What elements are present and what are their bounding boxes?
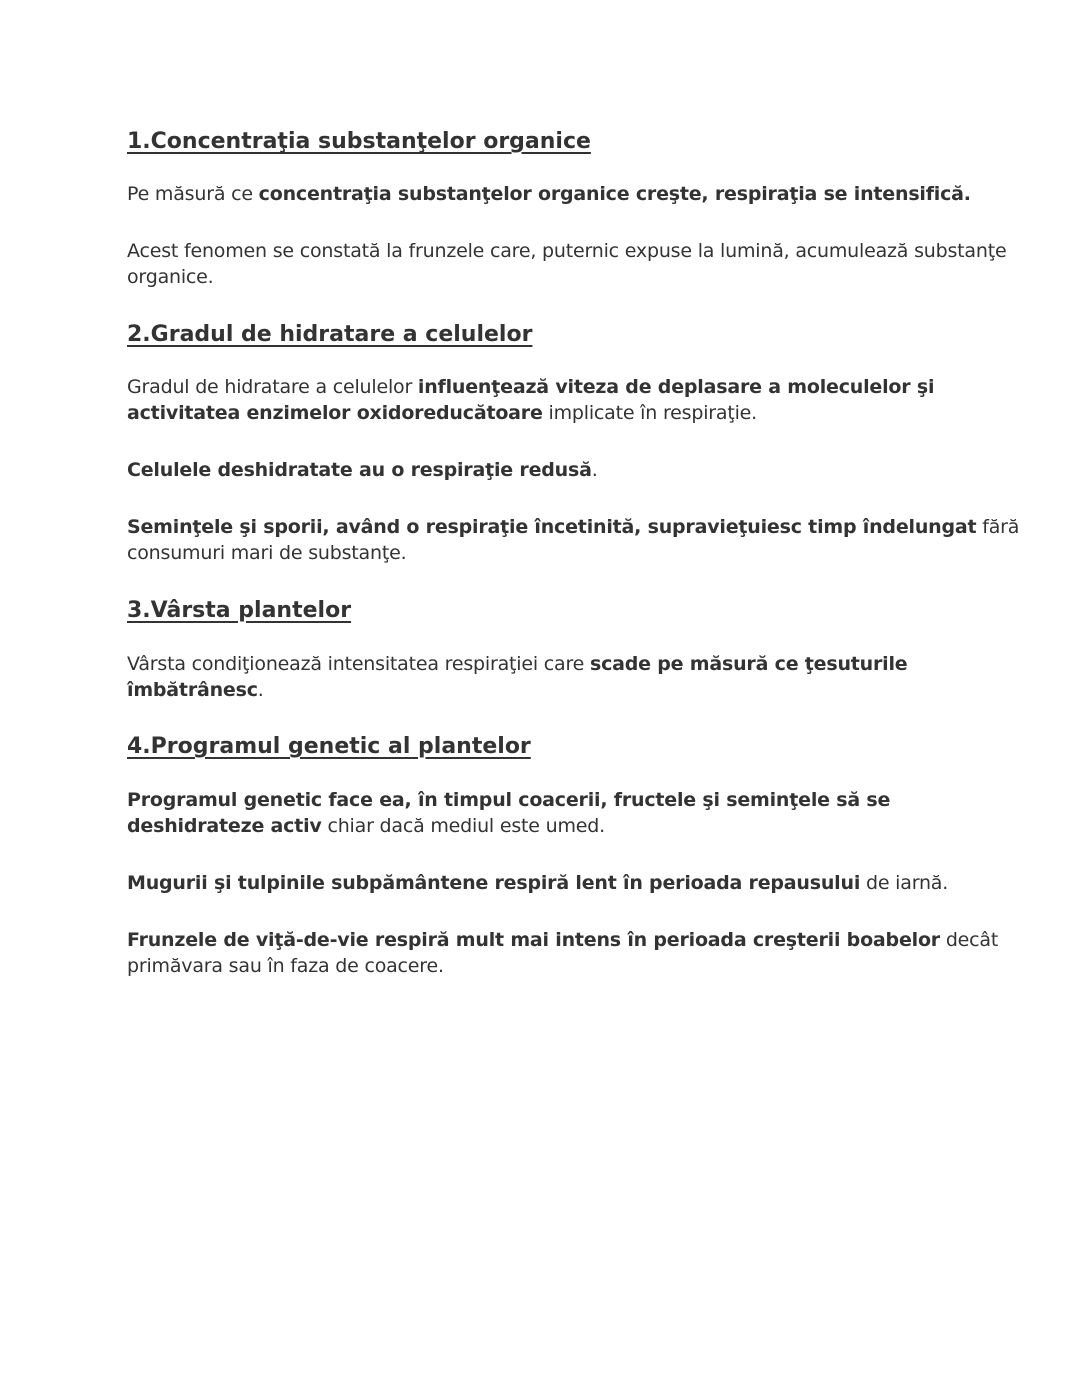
- bold-text-run: influenţează viteza de deplasare a moleculelor şi: [417, 376, 935, 398]
- paragraph: [127, 870, 948, 896]
- text-run: implicate în respiraţie.: [542, 402, 757, 424]
- section-heading: 1.Concentraţia substanţelor organice: [127, 129, 591, 154]
- bold-text-run: activitatea enzimelor oxidoreducătoare: [127, 402, 543, 424]
- text-run: Vârsta condiţionează intensitatea respiraţiei care: [127, 653, 590, 675]
- paragraph: [127, 457, 598, 483]
- text-run: chiar dacă mediul este umed.: [321, 815, 605, 837]
- paragraph: [127, 514, 1019, 566]
- bold-text-run: Mugurii şi tulpinile subpământene respiră lent în perioada repausului: [127, 872, 861, 894]
- section-heading: 4.Programul genetic al plantelor: [127, 734, 531, 759]
- text-run: decât: [939, 929, 999, 951]
- bold-text-run: concentraţia substanţelor organice creşte, respiraţia se intensifică.: [258, 183, 971, 205]
- paragraph: [127, 927, 998, 979]
- text-run: Acest fenomen se constată la frunzele care, puternic expuse la lumină, acumulează substanţe: [127, 240, 1007, 262]
- paragraph: [127, 181, 971, 207]
- section-heading: 2.Gradul de hidratare a celulelor: [127, 322, 533, 347]
- text-run: de iarnă.: [860, 872, 949, 894]
- bold-text-run: Seminţele şi sporii, având o respiraţie încetinită, supravieţuiesc timp îndelungat: [127, 516, 977, 538]
- text-run: Gradul de hidratare a celulelor: [127, 376, 418, 398]
- bold-text-run: scade pe măsură ce ţesuturile: [589, 653, 908, 675]
- text-run: .: [257, 679, 264, 701]
- bold-text-run: Frunzele de viţă-de-vie respiră mult mai intens în perioada creşterii boabelor: [127, 929, 940, 951]
- text-run: fără: [976, 516, 1020, 538]
- text-run: primăvara sau în faza de coacere.: [127, 955, 444, 977]
- paragraph: [127, 787, 890, 839]
- bold-text-run: Programul genetic face ea, în timpul coacerii, fructele şi seminţele să se: [127, 789, 891, 811]
- section-heading: 3.Vârsta plantelor: [127, 598, 352, 623]
- text-run: Pe măsură ce: [127, 183, 259, 205]
- bold-text-run: îmbătrânesc: [127, 679, 258, 701]
- bold-text-run: Celulele deshidratate au o respiraţie redusă: [127, 459, 592, 481]
- text-run: consumuri mari de substanţe.: [127, 542, 407, 564]
- paragraph: [127, 238, 1006, 290]
- text-run: organice.: [127, 266, 214, 288]
- bold-text-run: deshidrateze activ: [127, 815, 322, 837]
- paragraph: [127, 651, 907, 703]
- text-run: .: [591, 459, 598, 481]
- paragraph: [127, 374, 934, 426]
